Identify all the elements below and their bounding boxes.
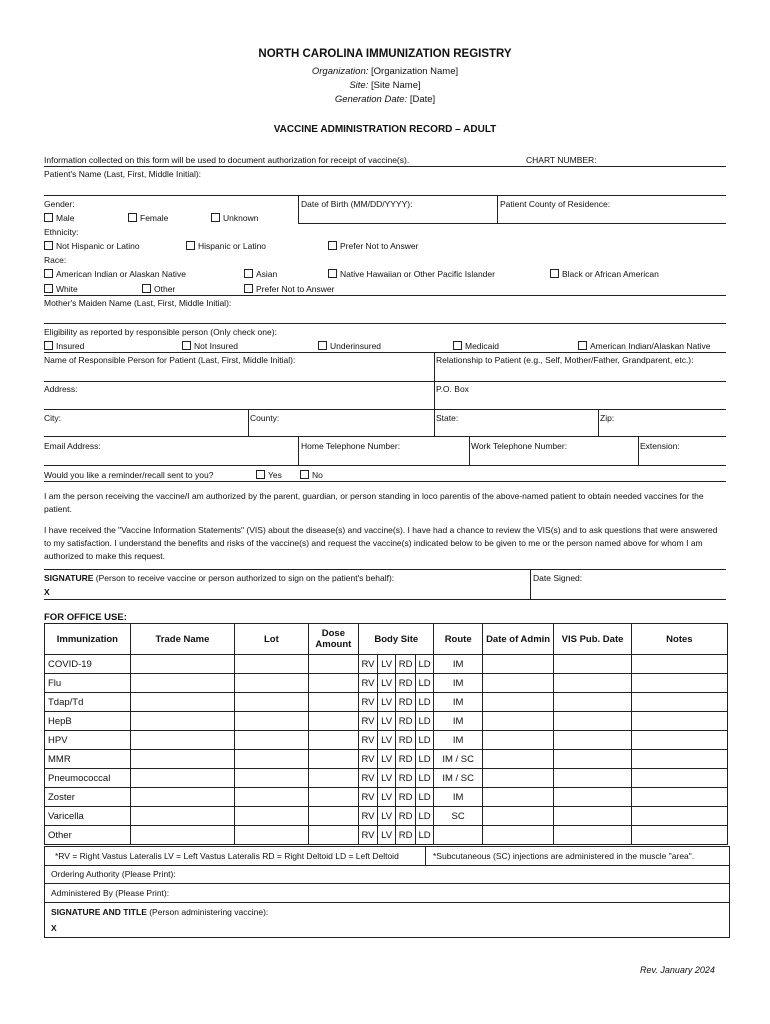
consent-paragraph-1: I am the person receiving the vaccine/I am authorized by the parent, guardian, or person standing in loco parentis of the above-named patient to obtain needed vaccines for the patient.	[44, 491, 704, 514]
ethnicity-hispanic-checkbox[interactable]: Hispanic or Latino	[186, 241, 266, 251]
address-field[interactable]: Address:	[44, 384, 78, 394]
immunization-name-cell: Tdap/Td	[45, 693, 131, 712]
body-site-option-lv[interactable]: LV	[377, 826, 396, 845]
body-site-option-lv[interactable]: LV	[377, 674, 396, 693]
immunization-name-cell: Flu	[45, 674, 131, 693]
notes-cell[interactable]	[631, 712, 727, 731]
lot-cell[interactable]	[235, 769, 308, 788]
trade-name-cell[interactable]	[130, 655, 234, 674]
body-site-option-lv[interactable]: LV	[377, 769, 396, 788]
body-site-option-rv[interactable]: RV	[359, 731, 378, 750]
lot-cell[interactable]	[235, 712, 308, 731]
dob-field[interactable]: Date of Birth (MM/DD/YYYY):	[301, 199, 413, 209]
body-site-option-ld[interactable]: LD	[415, 788, 434, 807]
race-american-indian-checkbox[interactable]: American Indian or Alaskan Native	[44, 269, 186, 279]
ordering-authority-field[interactable]: Ordering Authority (Please Print):	[44, 865, 730, 884]
body-site-option-ld[interactable]: LD	[415, 693, 434, 712]
body-site-option-lv[interactable]: LV	[377, 655, 396, 674]
body-site-option-rv[interactable]: RV	[359, 769, 378, 788]
footnote-sites: *RV = Right Vastus Lateralis LV = Left Vastus Lateralis RD = Right Deltoid LD = Left Deltoid	[55, 851, 399, 861]
lot-cell[interactable]	[235, 807, 308, 826]
dose-amount-cell[interactable]	[308, 750, 359, 769]
date-admin-cell[interactable]	[482, 674, 553, 693]
dose-amount-cell[interactable]	[308, 731, 359, 750]
lot-cell[interactable]	[235, 674, 308, 693]
body-site-option-lv[interactable]: LV	[377, 731, 396, 750]
lot-cell[interactable]	[235, 826, 308, 845]
vis-pub-date-cell[interactable]	[554, 712, 632, 731]
county-residence-field[interactable]: Patient County of Residence:	[500, 199, 611, 209]
date-signed-field[interactable]: Date Signed:	[533, 573, 583, 583]
footnote-row	[44, 846, 730, 866]
col-dose-amount: Dose Amount	[308, 624, 359, 655]
trade-name-cell[interactable]	[130, 769, 234, 788]
date-admin-cell[interactable]	[482, 712, 553, 731]
lot-cell[interactable]	[235, 693, 308, 712]
dose-amount-cell[interactable]	[308, 712, 359, 731]
site-line: Site: [Site Name]	[349, 80, 421, 91]
route-cell: SC	[434, 807, 483, 826]
route-cell: IM / SC	[434, 769, 483, 788]
body-site-option-lv[interactable]: LV	[377, 807, 396, 826]
route-cell	[434, 826, 483, 845]
dose-amount-cell[interactable]	[308, 826, 359, 845]
lot-cell[interactable]	[235, 750, 308, 769]
dose-amount-cell[interactable]	[308, 807, 359, 826]
eligibility-american-indian-checkbox[interactable]: American Indian/Alaskan Native	[578, 341, 710, 351]
body-site-option-rd[interactable]: RD	[396, 750, 415, 769]
body-site-option-rd[interactable]: RD	[396, 712, 415, 731]
table-row	[45, 731, 728, 750]
body-site-option-rd[interactable]: RD	[396, 674, 415, 693]
body-site-option-lv[interactable]: LV	[377, 788, 396, 807]
notes-cell[interactable]	[631, 788, 727, 807]
body-site-option-ld[interactable]: LD	[415, 731, 434, 750]
county-field[interactable]: County:	[250, 413, 280, 423]
body-site-option-lv[interactable]: LV	[377, 750, 396, 769]
body-site-option-rv[interactable]: RV	[359, 807, 378, 826]
lot-cell[interactable]	[235, 788, 308, 807]
date-admin-cell[interactable]	[482, 655, 553, 674]
race-pacific-islander-checkbox[interactable]: Native Hawaiian or Other Pacific Islander	[328, 269, 495, 279]
responsible-person-field[interactable]: Name of Responsible Person for Patient (Last, First, Middle Initial):	[44, 355, 296, 365]
notes-cell[interactable]	[631, 674, 727, 693]
table-header-row	[45, 624, 728, 655]
date-admin-cell[interactable]	[482, 769, 553, 788]
immunization-name-cell: Zoster	[45, 788, 131, 807]
body-site-option-ld[interactable]: LD	[415, 674, 434, 693]
ethnicity-label: Ethnicity:	[44, 227, 79, 237]
eligibility-label: Eligibility as reported by responsible person (Only check one):	[44, 327, 277, 337]
body-site-option-lv[interactable]: LV	[377, 712, 396, 731]
notes-cell[interactable]	[631, 693, 727, 712]
form-title: VACCINE ADMINISTRATION RECORD – ADULT	[273, 124, 497, 135]
dose-amount-cell[interactable]	[308, 693, 359, 712]
route-cell: IM	[434, 655, 483, 674]
body-site-option-rd[interactable]: RD	[396, 693, 415, 712]
route-cell: IM	[434, 674, 483, 693]
race-black-checkbox[interactable]: Black or African American	[550, 269, 659, 279]
body-site-option-ld[interactable]: LD	[415, 807, 434, 826]
vis-pub-date-cell[interactable]	[554, 655, 632, 674]
body-site-option-rd[interactable]: RD	[396, 807, 415, 826]
vis-pub-date-cell[interactable]	[554, 807, 632, 826]
col-date-admin: Date of Admin	[482, 624, 553, 655]
generation-date-line: Generation Date: [Date]	[334, 94, 436, 105]
notes-cell[interactable]	[631, 769, 727, 788]
notes-cell[interactable]	[631, 655, 727, 674]
notes-cell[interactable]	[631, 750, 727, 769]
city-field[interactable]: City:	[44, 413, 61, 423]
trade-name-cell[interactable]	[130, 807, 234, 826]
immunization-name-cell: Pneumococcal	[45, 769, 131, 788]
date-admin-cell[interactable]	[482, 826, 553, 845]
route-cell: IM	[434, 731, 483, 750]
race-white-checkbox[interactable]: White	[44, 284, 78, 294]
patient-name-field[interactable]: Patient's Name (Last, First, Middle Initial):	[44, 169, 202, 179]
extension-field[interactable]: Extension:	[640, 441, 680, 451]
office-use-heading: FOR OFFICE USE:	[44, 612, 127, 623]
route-cell: IM / SC	[434, 750, 483, 769]
body-site-option-rd[interactable]: RD	[396, 769, 415, 788]
body-site-option-ld[interactable]: LD	[415, 655, 434, 674]
date-admin-cell[interactable]	[482, 731, 553, 750]
body-site-option-rv[interactable]: RV	[359, 655, 378, 674]
body-site-option-rv[interactable]: RV	[359, 693, 378, 712]
registry-title: NORTH CAROLINA IMMUNIZATION REGISTRY	[258, 48, 512, 60]
body-site-option-rd[interactable]: RD	[396, 788, 415, 807]
signature-label: SIGNATURE (Person to receive vaccine or person authorized to sign on the patient's behalf):	[44, 573, 395, 583]
race-label: Race:	[44, 255, 67, 265]
vis-pub-date-cell[interactable]	[554, 788, 632, 807]
route-cell: IM	[434, 788, 483, 807]
immunization-name-cell: Other	[45, 826, 131, 845]
ethnicity-prefer-not-checkbox[interactable]: Prefer Not to Answer	[328, 241, 418, 251]
race-prefer-not-checkbox[interactable]: Prefer Not to Answer	[244, 284, 334, 294]
gender-male-checkbox[interactable]: Male	[44, 213, 74, 223]
body-site-option-ld[interactable]: LD	[415, 712, 434, 731]
immunization-name-cell: COVID-19	[45, 655, 131, 674]
vis-pub-date-cell[interactable]	[554, 826, 632, 845]
vis-pub-date-cell[interactable]	[554, 750, 632, 769]
body-site-option-ld[interactable]: LD	[415, 750, 434, 769]
revision-date: Rev. January 2024	[640, 965, 715, 975]
immunization-table	[44, 623, 728, 845]
notes-cell[interactable]	[631, 807, 727, 826]
immunization-name-cell: HepB	[45, 712, 131, 731]
body-site-option-rd[interactable]: RD	[396, 731, 415, 750]
notes-cell[interactable]	[631, 731, 727, 750]
col-body-site: Body Site	[359, 624, 434, 655]
table-row	[45, 693, 728, 712]
table-row	[45, 807, 728, 826]
col-trade-name: Trade Name	[130, 624, 234, 655]
trade-name-cell[interactable]	[130, 731, 234, 750]
race-asian-checkbox[interactable]: Asian	[244, 269, 277, 279]
table-row	[45, 674, 728, 693]
race-other-checkbox[interactable]: Other	[142, 284, 175, 294]
trade-name-cell[interactable]	[130, 826, 234, 845]
body-site-option-rv[interactable]: RV	[359, 712, 378, 731]
home-phone-field[interactable]: Home Telephone Number:	[301, 441, 401, 451]
chart-number-field[interactable]: CHART NUMBER:	[526, 155, 597, 165]
po-box-field[interactable]: P.O. Box	[436, 384, 469, 394]
body-site-option-rd[interactable]: RD	[396, 826, 415, 845]
vis-pub-date-cell[interactable]	[554, 693, 632, 712]
immunization-name-cell: Varicella	[45, 807, 131, 826]
dose-amount-cell[interactable]	[308, 769, 359, 788]
consent-paragraph-2: I have received the "Vaccine Information Statements" (VIS) about the disease(s) and vaccine(s). I have had a chance to review the VIS(s) and to ask questions that were answered to my satisfaction. I understand the benefits and risks of the vaccine(s) and request the vaccine(s) indicated below to be given to me or the person named above for whom I am authorized to make this request.	[44, 525, 718, 561]
col-notes: Notes	[631, 624, 727, 655]
admin-signature-field[interactable]: SIGNATURE AND TITLE (Person administering vaccine): X	[44, 903, 730, 938]
eligibility-insured-checkbox[interactable]: Insured	[44, 341, 84, 351]
route-cell: IM	[434, 712, 483, 731]
relationship-field[interactable]: Relationship to Patient (e.g., Self, Mother/Father, Grandparent, etc.):	[436, 355, 694, 365]
dose-amount-cell[interactable]	[308, 788, 359, 807]
signature-x[interactable]: X	[44, 587, 50, 597]
trade-name-cell[interactable]	[130, 788, 234, 807]
immunization-name-cell: MMR	[45, 750, 131, 769]
table-row	[45, 788, 728, 807]
dose-amount-cell[interactable]	[308, 655, 359, 674]
vis-pub-date-cell[interactable]	[554, 674, 632, 693]
trade-name-cell[interactable]	[130, 750, 234, 769]
eligibility-not-insured-checkbox[interactable]: Not Insured	[182, 341, 238, 351]
table-row	[45, 750, 728, 769]
date-admin-cell[interactable]	[482, 788, 553, 807]
table-row	[45, 769, 728, 788]
col-route: Route	[434, 624, 483, 655]
trade-name-cell[interactable]	[130, 693, 234, 712]
table-row	[45, 712, 728, 731]
zip-field[interactable]: Zip:	[600, 413, 615, 423]
route-cell: IM	[434, 693, 483, 712]
maiden-name-field[interactable]: Mother's Maiden Name (Last, First, Middle Initial):	[44, 298, 232, 308]
gender-unknown-checkbox[interactable]: Unknown	[211, 213, 258, 223]
lot-cell[interactable]	[235, 655, 308, 674]
notes-cell[interactable]	[631, 826, 727, 845]
eligibility-medicaid-checkbox[interactable]: Medicaid	[453, 341, 499, 351]
table-row	[45, 655, 728, 674]
vis-pub-date-cell[interactable]	[554, 769, 632, 788]
reminder-question: Would you like a reminder/recall sent to you?	[44, 470, 214, 480]
col-lot: Lot	[235, 624, 308, 655]
administered-by-field[interactable]: Administered By (Please Print):	[44, 884, 730, 903]
state-field[interactable]: State:	[436, 413, 459, 423]
body-site-option-rv[interactable]: RV	[359, 826, 378, 845]
date-admin-cell[interactable]	[482, 750, 553, 769]
trade-name-cell[interactable]	[130, 674, 234, 693]
date-admin-cell[interactable]	[482, 693, 553, 712]
col-vis-pub-date: VIS Pub. Date	[554, 624, 632, 655]
ethnicity-not-hispanic-checkbox[interactable]: Not Hispanic or Latino	[44, 241, 140, 251]
body-site-option-ld[interactable]: LD	[415, 769, 434, 788]
gender-label: Gender:	[44, 199, 75, 209]
reminder-yes-checkbox[interactable]: Yes	[256, 470, 282, 480]
body-site-option-rv[interactable]: RV	[359, 788, 378, 807]
body-site-option-ld[interactable]: LD	[415, 826, 434, 845]
gender-female-checkbox[interactable]: Female	[128, 213, 168, 223]
organization-line: Organization: [Organization Name]	[311, 66, 459, 77]
body-site-option-rv[interactable]: RV	[359, 674, 378, 693]
immunization-name-cell: HPV	[45, 731, 131, 750]
work-phone-field[interactable]: Work Telephone Number:	[471, 441, 568, 451]
body-site-option-rd[interactable]: RD	[396, 655, 415, 674]
footnote-sc: *Subcutaneous (SC) injections are administered in the muscle "area".	[433, 851, 695, 861]
vis-pub-date-cell[interactable]	[554, 731, 632, 750]
dose-amount-cell[interactable]	[308, 674, 359, 693]
body-site-option-rv[interactable]: RV	[359, 750, 378, 769]
table-row	[45, 826, 728, 845]
date-admin-cell[interactable]	[482, 807, 553, 826]
eligibility-underinsured-checkbox[interactable]: Underinsured	[318, 341, 381, 351]
email-field[interactable]: Email Address:	[44, 441, 101, 451]
info-text: Information collected on this form will be used to document authorization for receipt of vaccine(s).	[44, 155, 410, 165]
trade-name-cell[interactable]	[130, 712, 234, 731]
lot-cell[interactable]	[235, 731, 308, 750]
col-immunization: Immunization	[45, 624, 131, 655]
body-site-option-lv[interactable]: LV	[377, 693, 396, 712]
reminder-no-checkbox[interactable]: No	[300, 470, 323, 480]
